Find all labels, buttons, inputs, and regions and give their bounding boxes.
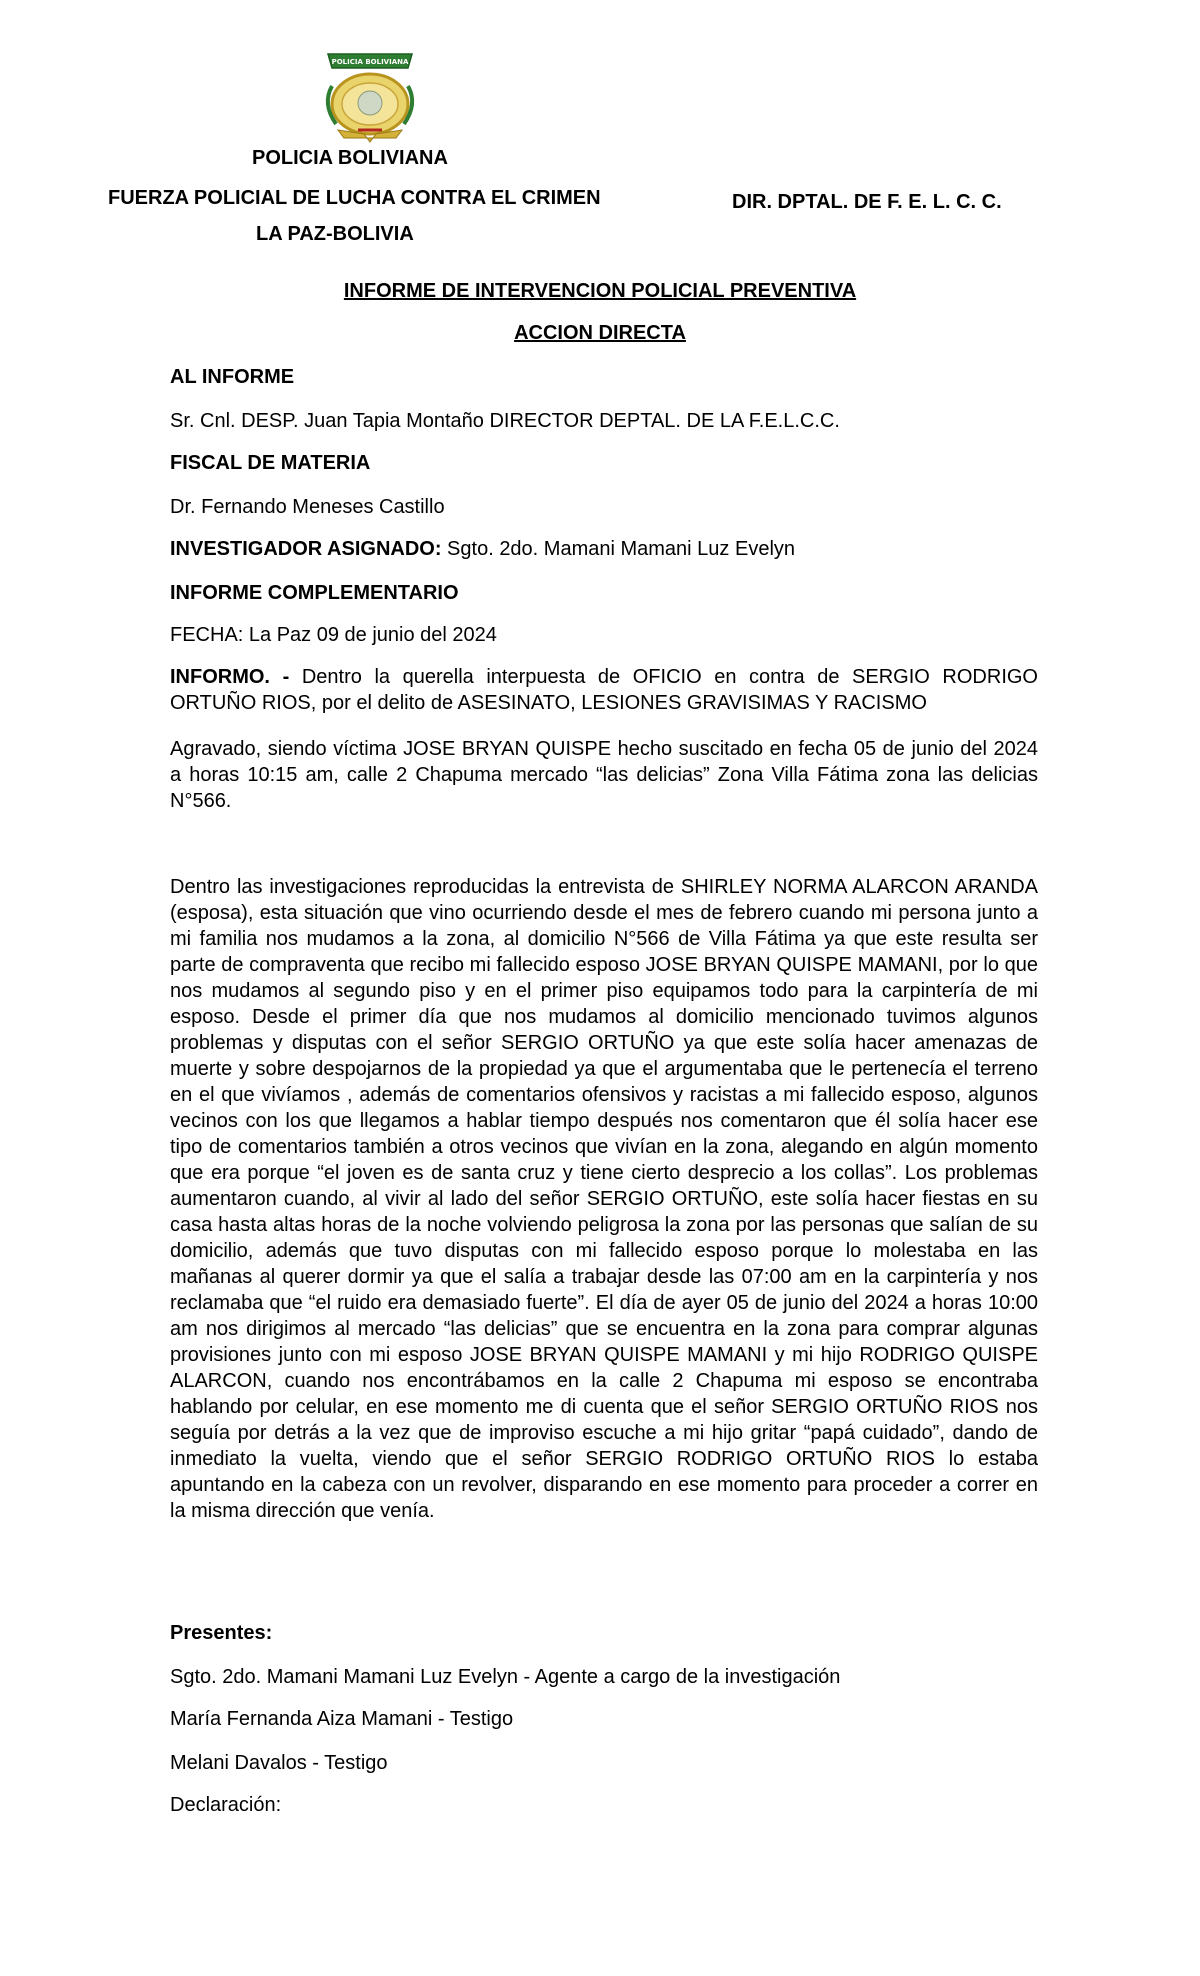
force-name: FUERZA POLICIAL DE LUCHA CONTRA EL CRIMEN [108, 187, 601, 209]
presente-item: Melani Davalos - Testigo [170, 1752, 388, 1774]
presente-item: Sgto. 2do. Mamani Mamani Luz Evelyn - Agente a cargo de la investigación [170, 1666, 841, 1688]
police-emblem-logo [318, 46, 422, 144]
report-title: INFORME DE INTERVENCION POLICIAL PREVENTIVA [343, 280, 857, 302]
investigador-label: INVESTIGADOR ASIGNADO: [170, 538, 442, 560]
fiscal-value: Dr. Fernando Meneses Castillo [170, 496, 445, 518]
svg-text:POLICIA BOLIVIANA: POLICIA BOLIVIANA [331, 58, 409, 66]
declaracion-label: Declaración: [170, 1794, 282, 1816]
al-informe-label: AL INFORME [170, 366, 295, 388]
report-subtitle: ACCION DIRECTA [514, 322, 686, 344]
directorate-name: DIR. DPTAL. DE F. E. L. C. C. [732, 191, 1002, 213]
investigaciones-paragraph: Dentro las investigaciones reproducidas la entrevista de SHIRLEY NORMA ALARCON ARANDA (esposa), esta situación que vino ocurriendo desde el mes de febrero cuando mi persona junto a mi familia nos mudamos a la zona, al domicilio N°566 de Villa Fátima ya que este resulta ser parte de compraventa que recibo mi fallecido esposo JOSE BRYAN QUISPE MAMANI, por lo que nos mudamos al segundo piso y en el primer piso equipamos todo para la carpintería de mi esposo. Desde el primer día que nos mudamos al domicilio mencionado tuvimos algunos problemas y disputas con el señor SERGIO ORTUÑO ya que este solía hacer amenazas de muerte y sobre despojarnos de la propiedad ya que el argumentaba que le pertenecía el terreno en el que vivíamos , además de comentarios ofensivos y racistas a mi fallecido esposo, algunos vecinos con los que llegamos a hablar tiempo después nos comentaron que él solía hacer ese tipo de comentarios también a otros vecinos que vivían en la zona, alegando en algún momento que era porque “el joven es de santa cruz y tiene cierto desprecio a los collas”. Los problemas aumentaron cuando, al vivir al lado del señor SERGIO ORTUÑO, este solía hacer fiestas en su casa hasta altas horas de la noche volviendo peligrosa la zona por las personas que salían de su domicilio, además que tuvo disputas con mi fallecido esposo porque lo molestaba en las mañanas al querer dormir ya que el salía a trabajar desde las 07:00 am en la carpintería y nos reclamaba que “el ruido era demasiado fuerte”. El día de ayer 05 de junio del 2024 a horas 10:00 am nos dirigimos al mercado “las delicias” que se encuentra en la zona para comprar algunas provisiones junto con mi esposo JOSE BRYAN QUISPE MAMANI y mi hijo RODRIGO QUISPE ALARCON, cuando nos encontrábamos en la calle 2 Chapuma mi esposo se encontraba hablando por celular, en ese momento me di cuenta que el señor SERGIO ORTUÑO RIOS nos seguía por detrás a la vez que de improviso escuche a mi hijo gritar “papá cuidado”, dando de inmediato la vuelta, viendo que el señor SERGIO RODRIGO ORTUÑO RIOS lo estaba apuntando en la cabeza con un revolver, disparando en ese momento para proceder a correr en la misma dirección que venía. [170, 876, 1038, 1522]
investigador-line [170, 536, 1038, 562]
informo-text: Dentro la querella interpuesta de OFICIO en contra de SERGIO RODRIGO ORTUÑO RIOS, por el delito de ASESINATO, LESIONES GRAVISIMAS Y RACISMO [170, 666, 1038, 714]
complementario-label: INFORME COMPLEMENTARIO [170, 582, 459, 604]
informo-paragraph [170, 664, 1038, 716]
investigador-value: Sgto. 2do. Mamani Mamani Luz Evelyn [441, 538, 796, 560]
fecha-line: FECHA: La Paz 09 de junio del 2024 [170, 624, 497, 646]
informo-label: INFORMO. - [170, 666, 290, 688]
city-name: LA PAZ-BOLIVIA [256, 223, 414, 245]
agency-name: POLICIA BOLIVIANA [252, 147, 448, 169]
fiscal-label: FISCAL DE MATERIA [170, 452, 371, 474]
presentes-label: Presentes: [170, 1622, 273, 1644]
presente-item: María Fernanda Aiza Mamani - Testigo [170, 1708, 514, 1730]
al-informe-value: Sr. Cnl. DESP. Juan Tapia Montaño DIRECTOR DEPTAL. DE LA F.E.L.C.C. [170, 410, 840, 432]
agravado-paragraph: Agravado, siendo víctima JOSE BRYAN QUISPE hecho suscitado en fecha 05 de junio del 2024 a horas 10:15 am, calle 2 Chapuma mercado “las delicias” Zona Villa Fátima zona las delicias N°566. [170, 738, 1038, 812]
